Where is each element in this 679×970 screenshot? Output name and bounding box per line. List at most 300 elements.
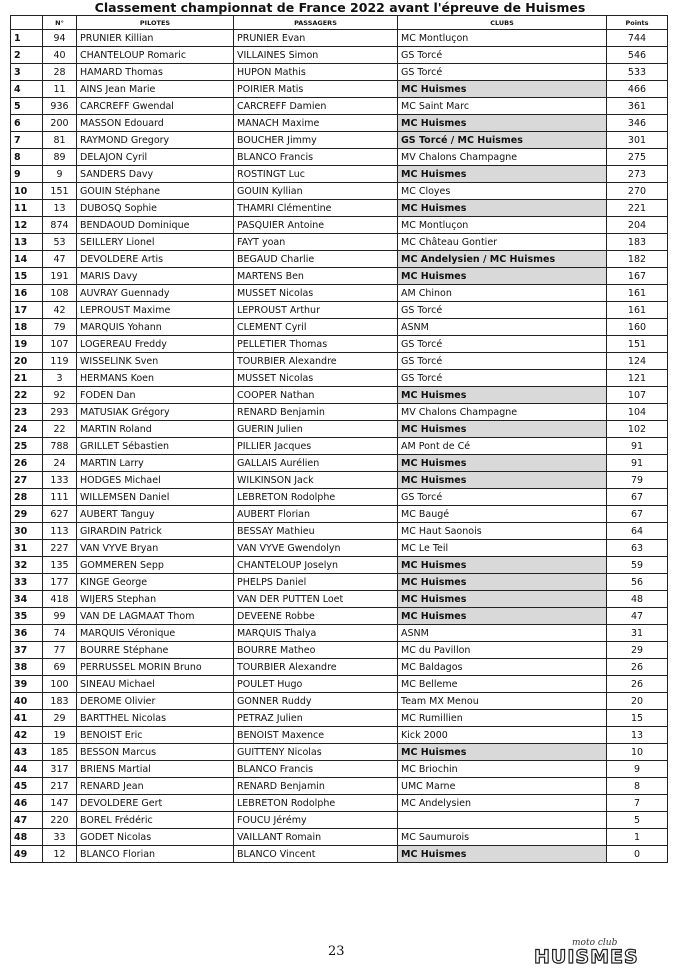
points-cell: 546 — [607, 47, 668, 64]
rank-cell: 47 — [11, 812, 43, 829]
rank-cell: 21 — [11, 370, 43, 387]
table-body — [11, 30, 668, 863]
passenger-cell: DEVEENE Robbe — [234, 608, 398, 625]
passenger-cell: TOURBIER Alexandre — [234, 659, 398, 676]
points-cell: 56 — [607, 574, 668, 591]
passenger-cell: VAN DER PUTTEN Loet — [234, 591, 398, 608]
rank-cell: 20 — [11, 353, 43, 370]
rank-cell: 37 — [11, 642, 43, 659]
points-cell: 124 — [607, 353, 668, 370]
pilot-cell: AUVRAY Guennady — [77, 285, 234, 302]
pilot-cell: AUBERT Tanguy — [77, 506, 234, 523]
rank-cell: 25 — [11, 438, 43, 455]
bib-number-cell: 227 — [43, 540, 77, 557]
points-cell: 273 — [607, 166, 668, 183]
table-row — [11, 761, 668, 778]
club-cell: MC Saumurois — [398, 829, 607, 846]
pilot-cell: MASSON Edouard — [77, 115, 234, 132]
club-cell: UMC Marne — [398, 778, 607, 795]
table-row — [11, 217, 668, 234]
table-row — [11, 268, 668, 285]
pilot-cell: PRUNIER Killian — [77, 30, 234, 47]
rank-cell: 48 — [11, 829, 43, 846]
bib-number-cell: 220 — [43, 812, 77, 829]
table-row — [11, 81, 668, 98]
pilot-cell: BESSON Marcus — [77, 744, 234, 761]
club-cell: MC Huismes — [398, 472, 607, 489]
table-row — [11, 506, 668, 523]
bib-number-cell: 874 — [43, 217, 77, 234]
pilot-cell: HODGES Michael — [77, 472, 234, 489]
points-cell: 160 — [607, 319, 668, 336]
bib-number-cell: 185 — [43, 744, 77, 761]
bib-number-cell: 3 — [43, 370, 77, 387]
points-cell: 8 — [607, 778, 668, 795]
table-row — [11, 387, 668, 404]
bib-number-cell: 183 — [43, 693, 77, 710]
pilot-cell: BOREL Frédéric — [77, 812, 234, 829]
rank-cell: 29 — [11, 506, 43, 523]
club-cell: MC Huismes — [398, 455, 607, 472]
pilot-cell: MARTIN Roland — [77, 421, 234, 438]
bib-number-cell: 151 — [43, 183, 77, 200]
points-cell: 7 — [607, 795, 668, 812]
club-cell: MC Huismes — [398, 387, 607, 404]
logo-brand-text: HUISMES — [534, 946, 639, 965]
bib-number-cell: 40 — [43, 47, 77, 64]
bib-number-cell: 133 — [43, 472, 77, 489]
bib-number-cell: 94 — [43, 30, 77, 47]
bib-number-cell: 81 — [43, 132, 77, 149]
pilot-cell: RENARD Jean — [77, 778, 234, 795]
bib-number-cell: 936 — [43, 98, 77, 115]
table-row — [11, 421, 668, 438]
rank-cell: 23 — [11, 404, 43, 421]
club-cell: MC Baldagos — [398, 659, 607, 676]
bib-number-cell: 99 — [43, 608, 77, 625]
passenger-cell: PILLIER Jacques — [234, 438, 398, 455]
points-cell: 64 — [607, 523, 668, 540]
table-row — [11, 693, 668, 710]
points-cell: 104 — [607, 404, 668, 421]
pilot-cell: LOGEREAU Freddy — [77, 336, 234, 353]
passenger-cell: MUSSET Nicolas — [234, 285, 398, 302]
rank-cell: 6 — [11, 115, 43, 132]
pilot-cell: DEVOLDERE Artis — [77, 251, 234, 268]
club-cell: MC Briochin — [398, 761, 607, 778]
table-row — [11, 744, 668, 761]
bib-number-cell: 100 — [43, 676, 77, 693]
rank-cell: 41 — [11, 710, 43, 727]
passenger-cell: PHELPS Daniel — [234, 574, 398, 591]
club-cell: MC Haut Saonois — [398, 523, 607, 540]
points-cell: 26 — [607, 659, 668, 676]
rank-cell: 11 — [11, 200, 43, 217]
passenger-cell: BOURRE Matheo — [234, 642, 398, 659]
club-cell: MV Chalons Champagne — [398, 149, 607, 166]
bib-number-cell: 107 — [43, 336, 77, 353]
table-row — [11, 574, 668, 591]
rank-cell: 10 — [11, 183, 43, 200]
points-cell: 67 — [607, 506, 668, 523]
points-cell: 26 — [607, 676, 668, 693]
passenger-cell: POULET Hugo — [234, 676, 398, 693]
pilot-cell: BENOIST Eric — [77, 727, 234, 744]
pilot-cell: AINS Jean Marie — [77, 81, 234, 98]
bib-number-cell: 627 — [43, 506, 77, 523]
bib-number-cell: 28 — [43, 64, 77, 81]
rank-cell: 18 — [11, 319, 43, 336]
col-header-points: Points — [607, 16, 668, 30]
points-cell: 301 — [607, 132, 668, 149]
passenger-cell: VAILLANT Romain — [234, 829, 398, 846]
pilot-cell: GRILLET Sébastien — [77, 438, 234, 455]
pilot-cell: MARQUIS Véronique — [77, 625, 234, 642]
club-cell: GS Torcé — [398, 370, 607, 387]
pilot-cell: CARCREFF Gwendal — [77, 98, 234, 115]
pilot-cell: SEILLERY Lionel — [77, 234, 234, 251]
passenger-cell: PRUNIER Evan — [234, 30, 398, 47]
pilot-cell: WIJERS Stephan — [77, 591, 234, 608]
passenger-cell: MARTENS Ben — [234, 268, 398, 285]
bib-number-cell: 293 — [43, 404, 77, 421]
rank-cell: 16 — [11, 285, 43, 302]
passenger-cell: TOURBIER Alexandre — [234, 353, 398, 370]
passenger-cell: HUPON Mathis — [234, 64, 398, 81]
bib-number-cell: 24 — [43, 455, 77, 472]
table-row — [11, 489, 668, 506]
bib-number-cell: 69 — [43, 659, 77, 676]
rank-cell: 4 — [11, 81, 43, 98]
pilot-cell: DUBOSQ Sophie — [77, 200, 234, 217]
table-row — [11, 353, 668, 370]
rank-cell: 2 — [11, 47, 43, 64]
rank-cell: 9 — [11, 166, 43, 183]
club-cell: MC Huismes — [398, 166, 607, 183]
pilot-cell: BARTTHEL Nicolas — [77, 710, 234, 727]
passenger-cell: GUERIN Julien — [234, 421, 398, 438]
rank-cell: 7 — [11, 132, 43, 149]
bib-number-cell: 317 — [43, 761, 77, 778]
page-number: 23 — [328, 944, 345, 959]
rank-cell: 31 — [11, 540, 43, 557]
passenger-cell: BOUCHER Jimmy — [234, 132, 398, 149]
pilot-cell: VAN VYVE Bryan — [77, 540, 234, 557]
bib-number-cell: 113 — [43, 523, 77, 540]
passenger-cell: GUITTENY Nicolas — [234, 744, 398, 761]
table-row — [11, 557, 668, 574]
club-cell — [398, 812, 607, 829]
points-cell: 744 — [607, 30, 668, 47]
passenger-cell: LEBRETON Rodolphe — [234, 795, 398, 812]
points-cell: 91 — [607, 438, 668, 455]
pilot-cell: WILLEMSEN Daniel — [77, 489, 234, 506]
table-row — [11, 795, 668, 812]
passenger-cell: PETRAZ Julien — [234, 710, 398, 727]
pilot-cell: BOURRE Stéphane — [77, 642, 234, 659]
club-cell: MC Montluçon — [398, 30, 607, 47]
club-cell: GS Torcé — [398, 336, 607, 353]
bib-number-cell: 9 — [43, 166, 77, 183]
col-header-clubs: CLUBS — [398, 16, 607, 30]
bib-number-cell: 119 — [43, 353, 77, 370]
club-cell: Team MX Menou — [398, 693, 607, 710]
bib-number-cell: 19 — [43, 727, 77, 744]
points-cell: 204 — [607, 217, 668, 234]
rank-cell: 40 — [11, 693, 43, 710]
bib-number-cell: 47 — [43, 251, 77, 268]
bib-number-cell: 92 — [43, 387, 77, 404]
passenger-cell: LEBRETON Rodolphe — [234, 489, 398, 506]
club-cell: MV Chalons Champagne — [398, 404, 607, 421]
rank-cell: 38 — [11, 659, 43, 676]
points-cell: 466 — [607, 81, 668, 98]
points-cell: 9 — [607, 761, 668, 778]
table-row — [11, 234, 668, 251]
table-row — [11, 285, 668, 302]
table-row — [11, 200, 668, 217]
passenger-cell: WILKINSON Jack — [234, 472, 398, 489]
passenger-cell: GALLAIS Aurélien — [234, 455, 398, 472]
rank-cell: 8 — [11, 149, 43, 166]
passenger-cell: GONNER Ruddy — [234, 693, 398, 710]
col-header-rank — [11, 16, 43, 30]
points-cell: 102 — [607, 421, 668, 438]
passenger-cell: FAYT yoan — [234, 234, 398, 251]
club-cell: MC Huismes — [398, 557, 607, 574]
points-cell: 270 — [607, 183, 668, 200]
club-cell: AM Pont de Cé — [398, 438, 607, 455]
bib-number-cell: 53 — [43, 234, 77, 251]
passenger-cell: THAMRI Clémentine — [234, 200, 398, 217]
bib-number-cell: 74 — [43, 625, 77, 642]
points-cell: 63 — [607, 540, 668, 557]
passenger-cell: BEGAUD Charlie — [234, 251, 398, 268]
passenger-cell: VILLAINES Simon — [234, 47, 398, 64]
huismes-logo — [532, 935, 667, 965]
bib-number-cell: 147 — [43, 795, 77, 812]
col-header-passengers: PASSAGERS — [234, 16, 398, 30]
rank-cell: 13 — [11, 234, 43, 251]
table-row — [11, 659, 668, 676]
bib-number-cell: 191 — [43, 268, 77, 285]
points-cell: 182 — [607, 251, 668, 268]
club-cell: MC Le Teil — [398, 540, 607, 557]
passenger-cell: COOPER Nathan — [234, 387, 398, 404]
club-cell: GS Torcé — [398, 302, 607, 319]
passenger-cell: POIRIER Matis — [234, 81, 398, 98]
rank-cell: 39 — [11, 676, 43, 693]
rank-cell: 45 — [11, 778, 43, 795]
pilot-cell: GOMMEREN Sepp — [77, 557, 234, 574]
table-row — [11, 642, 668, 659]
pilot-cell: CHANTELOUP Romaric — [77, 47, 234, 64]
table-row — [11, 625, 668, 642]
bib-number-cell: 22 — [43, 421, 77, 438]
table-row — [11, 166, 668, 183]
passenger-cell: PASQUIER Antoine — [234, 217, 398, 234]
table-row — [11, 251, 668, 268]
points-cell: 0 — [607, 846, 668, 863]
pilot-cell: PERRUSSEL MORIN Bruno — [77, 659, 234, 676]
bib-number-cell: 33 — [43, 829, 77, 846]
pilot-cell: SANDERS Davy — [77, 166, 234, 183]
points-cell: 59 — [607, 557, 668, 574]
pilot-cell: GIRARDIN Patrick — [77, 523, 234, 540]
table-row — [11, 115, 668, 132]
table-row — [11, 727, 668, 744]
rank-cell: 3 — [11, 64, 43, 81]
points-cell: 533 — [607, 64, 668, 81]
pilot-cell: MARTIN Larry — [77, 455, 234, 472]
passenger-cell: RENARD Benjamin — [234, 404, 398, 421]
passenger-cell: BENOIST Maxence — [234, 727, 398, 744]
bib-number-cell: 42 — [43, 302, 77, 319]
pilot-cell: LEPROUST Maxime — [77, 302, 234, 319]
rank-cell: 5 — [11, 98, 43, 115]
club-cell: MC Huismes — [398, 421, 607, 438]
table-row — [11, 846, 668, 863]
pilot-cell: FODEN Dan — [77, 387, 234, 404]
passenger-cell: MUSSET Nicolas — [234, 370, 398, 387]
passenger-cell: MARQUIS Thalya — [234, 625, 398, 642]
pilot-cell: GODET Nicolas — [77, 829, 234, 846]
club-cell: MC Huismes — [398, 846, 607, 863]
club-cell: ASNM — [398, 625, 607, 642]
points-cell: 346 — [607, 115, 668, 132]
club-cell: GS Torcé — [398, 64, 607, 81]
points-cell: 151 — [607, 336, 668, 353]
rank-cell: 26 — [11, 455, 43, 472]
rank-cell: 44 — [11, 761, 43, 778]
passenger-cell: ROSTINGT Luc — [234, 166, 398, 183]
rank-cell: 36 — [11, 625, 43, 642]
bib-number-cell: 11 — [43, 81, 77, 98]
club-cell: MC Huismes — [398, 744, 607, 761]
table-row — [11, 608, 668, 625]
points-cell: 29 — [607, 642, 668, 659]
rank-cell: 42 — [11, 727, 43, 744]
club-cell: ASNM — [398, 319, 607, 336]
rank-cell: 28 — [11, 489, 43, 506]
passenger-cell: CLEMENT Cyril — [234, 319, 398, 336]
club-cell: MC Rumillien — [398, 710, 607, 727]
rank-cell: 46 — [11, 795, 43, 812]
bib-number-cell: 13 — [43, 200, 77, 217]
table-row — [11, 319, 668, 336]
bib-number-cell: 111 — [43, 489, 77, 506]
rank-cell: 15 — [11, 268, 43, 285]
table-row — [11, 540, 668, 557]
table-row — [11, 183, 668, 200]
points-cell: 10 — [607, 744, 668, 761]
club-cell: Kick 2000 — [398, 727, 607, 744]
table-row — [11, 30, 668, 47]
bib-number-cell: 217 — [43, 778, 77, 795]
table-row — [11, 336, 668, 353]
points-cell: 47 — [607, 608, 668, 625]
rank-cell: 24 — [11, 421, 43, 438]
pilot-cell: BRIENS Martial — [77, 761, 234, 778]
club-cell: MC Montluçon — [398, 217, 607, 234]
table-row — [11, 829, 668, 846]
club-cell: MC du Pavillon — [398, 642, 607, 659]
bib-number-cell: 108 — [43, 285, 77, 302]
passenger-cell: FOUCU Jérémy — [234, 812, 398, 829]
rank-cell: 1 — [11, 30, 43, 47]
col-header-pilots: PILOTES — [77, 16, 234, 30]
club-cell: MC Baugé — [398, 506, 607, 523]
points-cell: 1 — [607, 829, 668, 846]
pilot-cell: VAN DE LAGMAAT Thom — [77, 608, 234, 625]
passenger-cell: BLANCO Francis — [234, 149, 398, 166]
points-cell: 161 — [607, 285, 668, 302]
club-cell: MC Huismes — [398, 591, 607, 608]
club-cell: MC Saint Marc — [398, 98, 607, 115]
table-row — [11, 523, 668, 540]
table-row — [11, 591, 668, 608]
rank-cell: 49 — [11, 846, 43, 863]
points-cell: 361 — [607, 98, 668, 115]
passenger-cell: GOUIN Kyllian — [234, 183, 398, 200]
table-row — [11, 438, 668, 455]
passenger-cell: BLANCO Francis — [234, 761, 398, 778]
rank-cell: 32 — [11, 557, 43, 574]
club-cell: MC Belleme — [398, 676, 607, 693]
pilot-cell: MATUSIAK Grégory — [77, 404, 234, 421]
club-cell: MC Château Gontier — [398, 234, 607, 251]
table-row — [11, 778, 668, 795]
pilot-cell: WISSELINK Sven — [77, 353, 234, 370]
points-cell: 183 — [607, 234, 668, 251]
club-cell: MC Andelysien — [398, 795, 607, 812]
club-cell: GS Torcé — [398, 353, 607, 370]
table-row — [11, 302, 668, 319]
bib-number-cell: 418 — [43, 591, 77, 608]
rank-cell: 30 — [11, 523, 43, 540]
passenger-cell: CARCREFF Damien — [234, 98, 398, 115]
rank-cell: 34 — [11, 591, 43, 608]
table-row — [11, 370, 668, 387]
pilot-cell: BENDAOUD Dominique — [77, 217, 234, 234]
table-row — [11, 812, 668, 829]
table-row — [11, 710, 668, 727]
club-cell: MC Andelysien / MC Huismes — [398, 251, 607, 268]
table-header-row — [11, 16, 668, 30]
bib-number-cell: 200 — [43, 115, 77, 132]
points-cell: 20 — [607, 693, 668, 710]
ranking-table — [10, 15, 668, 863]
pilot-cell: GOUIN Stéphane — [77, 183, 234, 200]
table-row — [11, 64, 668, 81]
rank-cell: 17 — [11, 302, 43, 319]
passenger-cell: PELLETIER Thomas — [234, 336, 398, 353]
club-cell: MC Huismes — [398, 115, 607, 132]
pilot-cell: SINEAU Michael — [77, 676, 234, 693]
table-row — [11, 149, 668, 166]
col-header-number: N° — [43, 16, 77, 30]
table-row — [11, 472, 668, 489]
points-cell: 31 — [607, 625, 668, 642]
logo-script-text: moto club — [572, 938, 618, 948]
points-cell: 167 — [607, 268, 668, 285]
pilot-cell: DEROME Olivier — [77, 693, 234, 710]
rank-cell: 19 — [11, 336, 43, 353]
rank-cell: 33 — [11, 574, 43, 591]
bib-number-cell: 12 — [43, 846, 77, 863]
club-cell: GS Torcé — [398, 489, 607, 506]
points-cell: 221 — [607, 200, 668, 217]
